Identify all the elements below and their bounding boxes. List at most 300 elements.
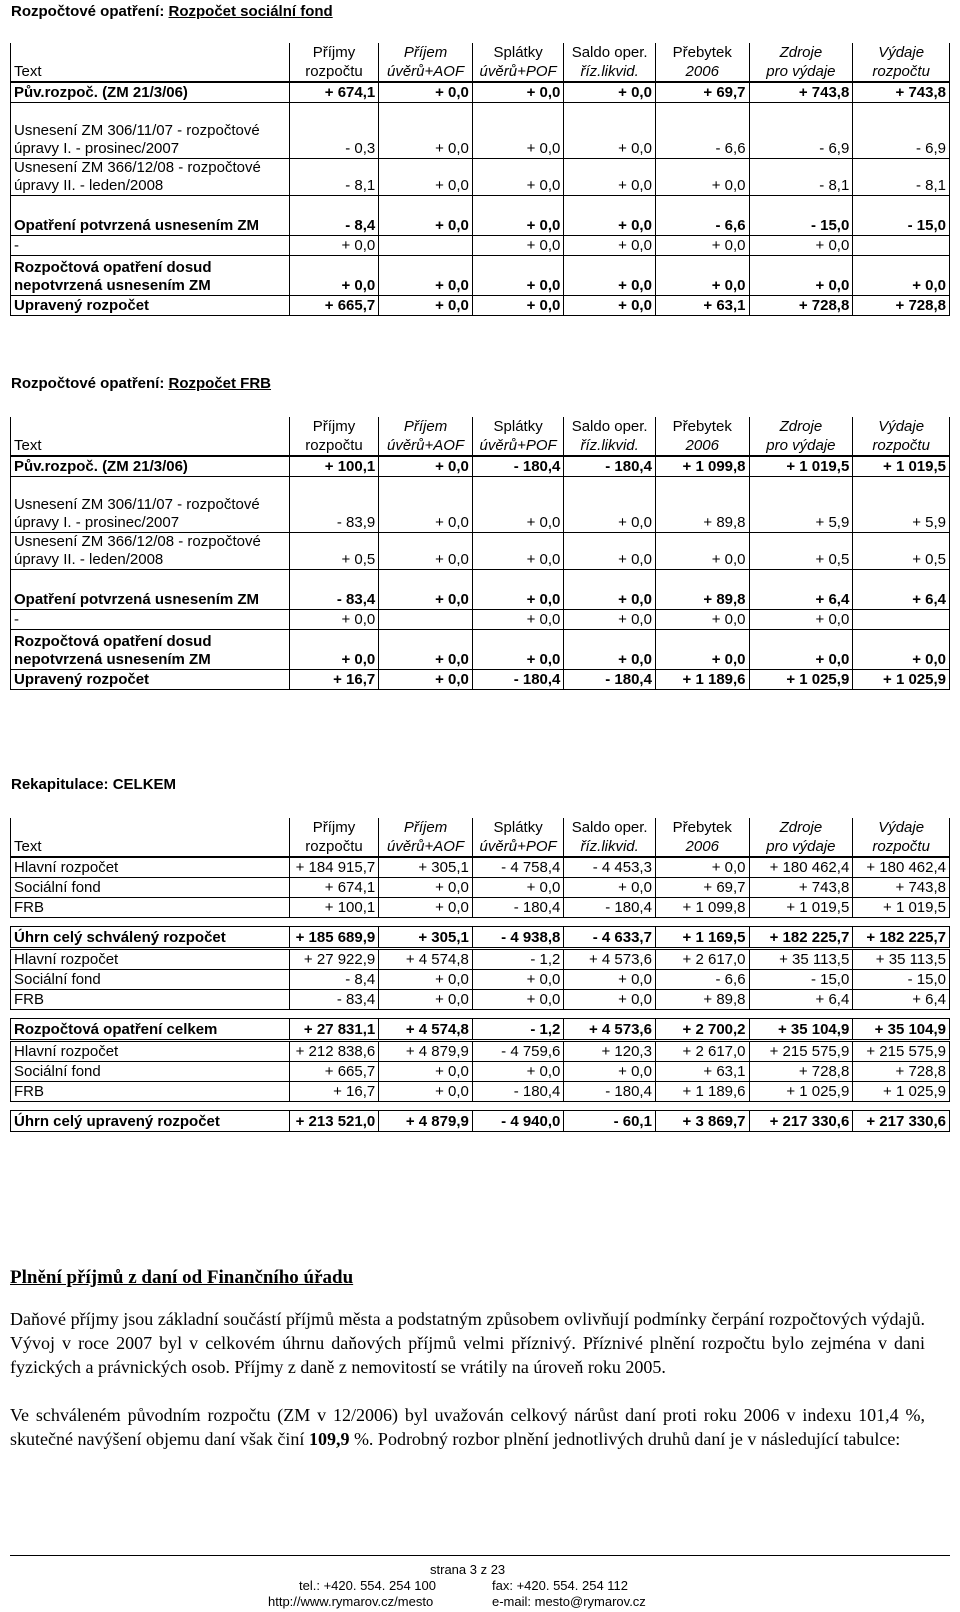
header-line-2: úvěrů+AOF: [386, 838, 465, 855]
row-label: -: [11, 609, 290, 629]
row-value: + 0,0: [472, 609, 564, 629]
row-value: + 89,8: [655, 476, 749, 532]
row-value: + 0,0: [655, 255, 749, 295]
row-value: + 0,0: [853, 629, 950, 669]
row-value: + 0,0: [289, 629, 379, 669]
row-value: + 4 573,6: [564, 1018, 656, 1039]
row-value: + 0,0: [564, 609, 656, 629]
tax-paragraph-2: [10, 1403, 925, 1451]
footer-email[interactable]: e-mail: mesto@rymarov.cz: [492, 1594, 646, 1609]
row-value: + 0,0: [564, 235, 656, 255]
row-value: - 83,4: [289, 569, 379, 609]
row-value: + 27 922,9: [289, 949, 379, 969]
header-col-2: [379, 43, 473, 82]
row-value: + 0,0: [472, 102, 564, 158]
recap-row: [11, 1041, 950, 1061]
row-value: - 4 940,0: [472, 1110, 564, 1131]
row-value: + 3 869,7: [655, 1110, 749, 1131]
header-line-1: Přebytek: [672, 418, 732, 435]
header-col-2: [379, 818, 473, 857]
row-value: + 6,4: [749, 989, 853, 1009]
row-value: + 0,0: [564, 102, 656, 158]
budget-row: [11, 456, 950, 476]
row-value: + 0,0: [472, 629, 564, 669]
row-value: + 0,0: [564, 532, 656, 569]
header-line-2: úvěrů+POF: [479, 437, 557, 454]
budget-row: [11, 669, 950, 689]
row-value: - 83,9: [289, 476, 379, 532]
header-line-1: Splátky: [493, 44, 543, 61]
header-col-1: [289, 43, 379, 82]
row-value: + 0,0: [564, 195, 656, 235]
row-value: + 0,0: [564, 569, 656, 609]
row-value: + 0,0: [379, 569, 473, 609]
recap-row: [11, 1081, 950, 1101]
header-line-2: říz.likvid.: [580, 437, 639, 454]
row-value: + 0,0: [564, 1061, 656, 1081]
header-col-3: [472, 417, 564, 456]
row-value: + 182 225,7: [853, 926, 950, 947]
row-value: + 0,0: [379, 255, 473, 295]
row-value: + 0,0: [289, 609, 379, 629]
row-label: Rozpočtová opatření dosud nepotvrzená usnesením ZM: [11, 629, 290, 669]
row-value: + 0,0: [564, 969, 656, 989]
row-value: + 0,0: [379, 1081, 473, 1101]
row-label: Upravený rozpočet: [11, 669, 290, 689]
row-value: - 180,4: [564, 669, 656, 689]
row-value: + 728,8: [749, 1061, 853, 1081]
row-value: + 4 879,9: [379, 1041, 473, 1061]
row-label: Sociální fond: [11, 877, 290, 897]
budget-row: [11, 609, 950, 629]
row-value: + 35 113,5: [749, 949, 853, 969]
header-line-2: rozpočtu: [872, 437, 930, 454]
recap-total-row: [11, 1110, 950, 1131]
row-value: + 0,0: [379, 669, 473, 689]
row-value: + 0,0: [853, 255, 950, 295]
row-label: Opatření potvrzená usnesením ZM: [11, 569, 290, 609]
header-col-5: [655, 818, 749, 857]
header-col-6: [749, 417, 853, 456]
row-value: + 743,8: [853, 82, 950, 102]
row-value: + 180 462,4: [749, 857, 853, 877]
row-value: + 665,7: [289, 1061, 379, 1081]
row-value: + 1 025,9: [749, 1081, 853, 1101]
header-col-7: [853, 417, 950, 456]
row-value: + 1 019,5: [853, 456, 950, 476]
row-value: - 1,2: [472, 949, 564, 969]
row-value: + 215 575,9: [853, 1041, 950, 1061]
section1-table: [10, 43, 950, 316]
row-value: + 1 025,9: [853, 669, 950, 689]
row-label: FRB: [11, 897, 290, 917]
tax-paragraph-2-start: Ve schváleném původním rozpočtu (ZM v 12/2006) byl uvažován celkový nárůst daní proti roku 2006 v indexu 101,4 %, skutečné navýšení objemu daní však činí: [10, 1405, 925, 1449]
budget-row: [11, 295, 950, 315]
section2-title: [11, 375, 271, 392]
budget-row: [11, 82, 950, 102]
row-value: + 0,0: [379, 989, 473, 1009]
row-value: - 180,4: [564, 1081, 656, 1101]
row-value: + 1 189,6: [655, 1081, 749, 1101]
header-line-1: Saldo oper.: [571, 44, 648, 61]
header-line-2: úvěrů+POF: [479, 838, 557, 855]
row-value: + 0,0: [472, 476, 564, 532]
footer-divider: [10, 1555, 950, 1556]
row-value: + 0,0: [749, 629, 853, 669]
row-value: + 728,8: [853, 1061, 950, 1081]
row-label: Úhrn celý upravený rozpočet: [11, 1110, 290, 1131]
row-value: + 182 225,7: [749, 926, 853, 947]
row-value: + 0,0: [655, 857, 749, 877]
row-value: + 305,1: [379, 926, 473, 947]
header-col-1: [289, 417, 379, 456]
header-line-1: Příjem: [403, 819, 448, 836]
row-label: Sociální fond: [11, 1061, 290, 1081]
row-value: + 16,7: [289, 1081, 379, 1101]
header-line-2: úvěrů+AOF: [386, 63, 465, 80]
row-value: - 4 938,8: [472, 926, 564, 947]
header-line-2: pro výdaje: [766, 838, 836, 855]
row-label: Rozpočtová opatření celkem: [11, 1018, 290, 1039]
section2-title-prefix: Rozpočtové opatření:: [11, 375, 169, 392]
row-label: Upravený rozpočet: [11, 295, 290, 315]
recap-row: [11, 989, 950, 1009]
header-line-1: Příjmy: [312, 44, 356, 61]
recap-row: [11, 949, 950, 969]
row-value: + 0,0: [564, 255, 656, 295]
row-value: + 120,3: [564, 1041, 656, 1061]
row-value: + 0,0: [749, 235, 853, 255]
row-value: - 180,4: [564, 456, 656, 476]
row-label: Opatření potvrzená usnesením ZM: [11, 195, 290, 235]
header-col-4: [564, 818, 656, 857]
row-value: - 4 633,7: [564, 926, 656, 947]
header-line-1: Splátky: [493, 819, 543, 836]
recap-table: [10, 818, 950, 1132]
row-value: + 89,8: [655, 569, 749, 609]
header-row: [11, 43, 950, 82]
header-line-1: Saldo oper.: [571, 418, 648, 435]
row-value: + 0,0: [379, 102, 473, 158]
row-value: + 4 574,8: [379, 949, 473, 969]
row-value: + 100,1: [289, 897, 379, 917]
row-label: -: [11, 235, 290, 255]
row-label: FRB: [11, 1081, 290, 1101]
row-value: + 0,0: [472, 82, 564, 102]
header-col-3: [472, 818, 564, 857]
section1-title: [11, 3, 333, 20]
budget-row: [11, 255, 950, 295]
row-value: + 0,0: [472, 295, 564, 315]
recap-spacer: [11, 1009, 950, 1018]
row-value: + 6,4: [853, 989, 950, 1009]
row-value: - 180,4: [472, 456, 564, 476]
row-label: Hlavní rozpočet: [11, 949, 290, 969]
row-value: [379, 235, 473, 255]
row-value: + 0,0: [472, 877, 564, 897]
row-value: + 728,8: [853, 295, 950, 315]
row-value: + 213 521,0: [289, 1110, 379, 1131]
row-value: + 0,0: [379, 82, 473, 102]
row-value: [379, 609, 473, 629]
footer-tel: tel.: +420. 554. 254 100: [299, 1578, 436, 1593]
row-value: + 0,0: [472, 969, 564, 989]
row-value: + 0,0: [379, 897, 473, 917]
row-value: + 4 879,9: [379, 1110, 473, 1131]
row-value: + 16,7: [289, 669, 379, 689]
header-col-7: [853, 818, 950, 857]
row-value: - 4 759,6: [472, 1041, 564, 1061]
recap-spacer: [11, 1101, 950, 1110]
row-value: - 1,2: [472, 1018, 564, 1039]
row-value: + 35 113,5: [853, 949, 950, 969]
row-value: - 15,0: [749, 195, 853, 235]
row-value: + 0,0: [379, 1061, 473, 1081]
row-value: + 0,0: [379, 476, 473, 532]
row-value: - 180,4: [564, 897, 656, 917]
row-value: - 180,4: [472, 669, 564, 689]
row-value: + 674,1: [289, 877, 379, 897]
row-value: + 0,0: [379, 877, 473, 897]
row-value: + 35 104,9: [853, 1018, 950, 1039]
row-value: + 0,0: [472, 1061, 564, 1081]
row-value: + 0,0: [564, 877, 656, 897]
row-value: + 0,0: [655, 532, 749, 569]
row-value: - 4 758,4: [472, 857, 564, 877]
row-value: + 0,0: [472, 532, 564, 569]
header-col-4: [564, 417, 656, 456]
row-value: + 0,0: [379, 456, 473, 476]
row-value: + 305,1: [379, 857, 473, 877]
row-label: Hlavní rozpočet: [11, 1041, 290, 1061]
header-line-1: Přebytek: [672, 44, 732, 61]
header-row: [11, 818, 950, 857]
row-value: + 1 019,5: [853, 897, 950, 917]
row-value: + 1 189,6: [655, 669, 749, 689]
header-col-5: [655, 417, 749, 456]
row-value: + 0,5: [853, 532, 950, 569]
header-line-2: rozpočtu: [872, 63, 930, 80]
header-line-2: rozpočtu: [305, 63, 363, 80]
section3-title: Rekapitulace: CELKEM: [11, 776, 177, 793]
header-line-1: Zdroje: [779, 418, 823, 435]
row-value: + 1 025,9: [853, 1081, 950, 1101]
footer-web[interactable]: http://www.rymarov.cz/mesto: [268, 1594, 434, 1609]
header-col-7: [853, 43, 950, 82]
row-value: + 0,0: [749, 609, 853, 629]
header-text: Text: [11, 818, 290, 857]
row-label: Pův.rozpoč. (ZM 21/3/06): [11, 82, 290, 102]
header-line-2: rozpočtu: [305, 838, 363, 855]
row-label: Usnesení ZM 366/12/08 - rozpočtové úpravy II. - leden/2008: [11, 158, 290, 195]
row-value: + 0,0: [379, 195, 473, 235]
header-col-1: [289, 818, 379, 857]
row-value: + 0,0: [472, 158, 564, 195]
footer-fax: fax: +420. 554. 254 112: [492, 1578, 629, 1593]
header-line-1: Výdaje: [878, 418, 925, 435]
row-value: - 8,1: [749, 158, 853, 195]
row-value: - 15,0: [749, 969, 853, 989]
footer-page: strana 3 z 23: [430, 1562, 506, 1577]
row-value: + 180 462,4: [853, 857, 950, 877]
row-label: Rozpočtová opatření dosud nepotvrzená usnesením ZM: [11, 255, 290, 295]
row-value: + 0,0: [655, 609, 749, 629]
row-value: + 1 169,5: [655, 926, 749, 947]
section2-title-link: Rozpočet FRB: [168, 375, 272, 392]
recap-total-row: [11, 926, 950, 947]
header-line-1: Výdaje: [878, 819, 925, 836]
header-col-6: [749, 43, 853, 82]
row-value: - 8,1: [853, 158, 950, 195]
row-value: + 0,0: [655, 158, 749, 195]
row-value: + 5,9: [853, 476, 950, 532]
budget-row: [11, 158, 950, 195]
header-line-1: Saldo oper.: [571, 819, 648, 836]
row-value: + 0,0: [564, 158, 656, 195]
row-value: + 743,8: [749, 82, 853, 102]
row-value: + 63,1: [655, 295, 749, 315]
row-value: + 0,0: [472, 195, 564, 235]
header-line-1: Příjem: [403, 418, 448, 435]
row-value: + 0,0: [749, 255, 853, 295]
budget-row: [11, 235, 950, 255]
header-col-6: [749, 818, 853, 857]
row-value: - 8,4: [289, 969, 379, 989]
budget-row: [11, 629, 950, 669]
row-value: - 6,6: [655, 969, 749, 989]
row-value: + 0,0: [472, 569, 564, 609]
row-value: - 180,4: [472, 897, 564, 917]
row-value: - 4 453,3: [564, 857, 656, 877]
section1-title-link: Rozpočet sociální fond: [168, 3, 333, 20]
row-value: + 2 617,0: [655, 949, 749, 969]
row-value: + 674,1: [289, 82, 379, 102]
section2-table: [10, 417, 950, 690]
row-value: - 180,4: [472, 1081, 564, 1101]
header-col-5: [655, 43, 749, 82]
header-col-4: [564, 43, 656, 82]
row-value: + 6,4: [749, 569, 853, 609]
header-line-1: Příjmy: [312, 819, 356, 836]
row-value: + 69,7: [655, 877, 749, 897]
tax-index-value: 109,9: [308, 1429, 350, 1449]
row-value: + 63,1: [655, 1061, 749, 1081]
budget-row: [11, 569, 950, 609]
row-value: + 0,0: [564, 82, 656, 102]
row-value: + 0,0: [564, 476, 656, 532]
row-value: - 60,1: [564, 1110, 656, 1131]
row-value: + 2 700,2: [655, 1018, 749, 1039]
row-value: - 8,4: [289, 195, 379, 235]
row-value: + 0,0: [472, 235, 564, 255]
row-label: Úhrn celý schválený rozpočet: [11, 926, 290, 947]
header-line-2: říz.likvid.: [580, 838, 639, 855]
header-line-2: pro výdaje: [766, 63, 836, 80]
row-value: + 4 573,6: [564, 949, 656, 969]
row-value: + 0,5: [749, 532, 853, 569]
header-line-2: 2006: [685, 437, 719, 454]
row-value: + 1 025,9: [749, 669, 853, 689]
section1-title-prefix: Rozpočtové opatření:: [11, 3, 169, 20]
header-line-2: pro výdaje: [766, 437, 836, 454]
recap-row: [11, 969, 950, 989]
row-value: + 0,0: [289, 255, 379, 295]
recap-spacer: [11, 917, 950, 926]
row-value: + 0,0: [379, 969, 473, 989]
header-line-2: úvěrů+AOF: [386, 437, 465, 454]
row-value: [853, 235, 950, 255]
row-value: + 100,1: [289, 456, 379, 476]
row-value: + 5,9: [749, 476, 853, 532]
header-line-1: Přebytek: [672, 819, 732, 836]
recap-total-row: [11, 1018, 950, 1039]
header-col-3: [472, 43, 564, 82]
row-value: + 0,5: [289, 532, 379, 569]
row-value: + 0,0: [472, 989, 564, 1009]
row-value: - 15,0: [853, 195, 950, 235]
recap-row: [11, 897, 950, 917]
row-value: + 1 019,5: [749, 897, 853, 917]
row-value: - 0,3: [289, 102, 379, 158]
row-label: Usnesení ZM 366/12/08 - rozpočtové úpravy II. - leden/2008: [11, 532, 290, 569]
row-value: + 212 838,6: [289, 1041, 379, 1061]
row-value: + 215 575,9: [749, 1041, 853, 1061]
header-line-1: Výdaje: [878, 44, 925, 61]
header-line-1: Příjem: [403, 44, 448, 61]
header-line-1: Zdroje: [779, 44, 823, 61]
tax-paragraph-2-end: %. Podrobný rozbor plnění jednotlivých druhů daní je v následující tabulce:: [349, 1429, 901, 1449]
row-value: + 665,7: [289, 295, 379, 315]
row-value: - 83,4: [289, 989, 379, 1009]
row-value: + 0,0: [379, 532, 473, 569]
recap-row: [11, 1061, 950, 1081]
row-label: Usnesení ZM 306/11/07 - rozpočtové úpravy I. - prosinec/2007: [11, 102, 290, 158]
row-value: + 185 689,9: [289, 926, 379, 947]
row-value: + 743,8: [749, 877, 853, 897]
row-value: + 743,8: [853, 877, 950, 897]
tax-paragraph-1: Daňové příjmy jsou základní součástí příjmů města a podstatným způsobem ovlivňují podmínky čerpání rozpočtových výdajů. Vývoj v roce 2007 byl v celkovém úhrnu daňových příjmů velmi příznivý. Příznivé plnění rozpočtu bylo zejména v dani fyzických a právnických osob. Příjmy z daně z nemovitostí se vrátily na úroveň roku 2005.: [10, 1309, 925, 1377]
header-row: [11, 417, 950, 456]
row-value: - 6,9: [749, 102, 853, 158]
row-value: + 217 330,6: [853, 1110, 950, 1131]
header-line-2: 2006: [685, 63, 719, 80]
row-value: - 6,6: [655, 102, 749, 158]
row-value: + 69,7: [655, 82, 749, 102]
header-line-2: 2006: [685, 838, 719, 855]
row-label: FRB: [11, 989, 290, 1009]
row-value: - 6,9: [853, 102, 950, 158]
row-value: + 184 915,7: [289, 857, 379, 877]
row-value: + 0,0: [655, 235, 749, 255]
row-value: + 217 330,6: [749, 1110, 853, 1131]
budget-row: [11, 532, 950, 569]
row-value: + 0,0: [289, 235, 379, 255]
row-value: + 2 617,0: [655, 1041, 749, 1061]
row-value: - 6,6: [655, 195, 749, 235]
row-value: - 8,1: [289, 158, 379, 195]
header-text: Text: [11, 417, 290, 456]
row-value: - 15,0: [853, 969, 950, 989]
recap-row: [11, 857, 950, 877]
row-label: Usnesení ZM 306/11/07 - rozpočtové úpravy I. - prosinec/2007: [11, 476, 290, 532]
row-value: + 0,0: [564, 295, 656, 315]
budget-row: [11, 102, 950, 158]
tax-heading: Plnění příjmů z daní od Finančního úřadu: [10, 1267, 354, 1288]
header-line-1: Příjmy: [312, 418, 356, 435]
row-value: + 0,0: [379, 629, 473, 669]
header-line-2: úvěrů+POF: [479, 63, 557, 80]
row-value: + 0,0: [379, 158, 473, 195]
